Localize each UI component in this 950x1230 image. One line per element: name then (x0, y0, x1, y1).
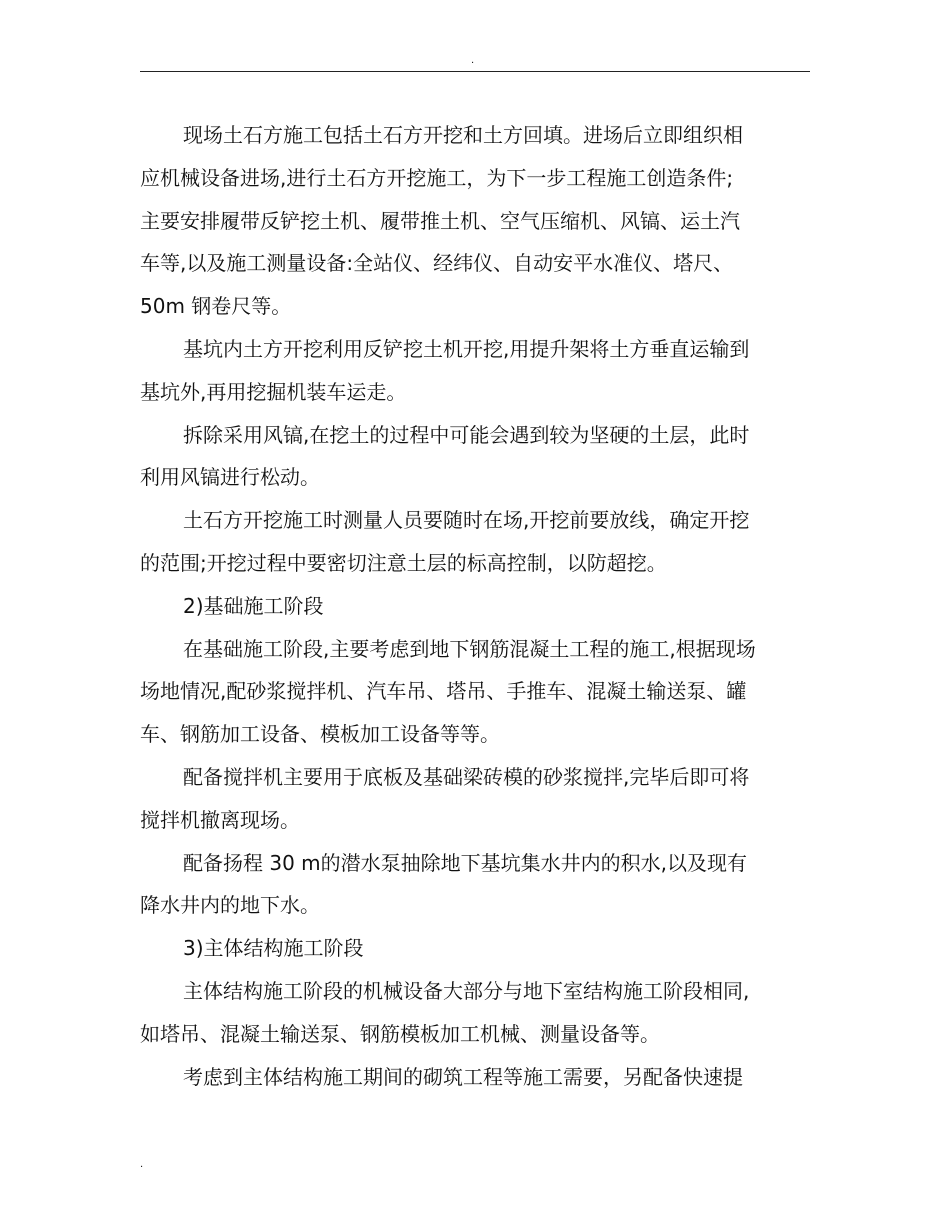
document-body (140, 114, 830, 1098)
paragraph-line: 基坑外,再用挖掘机装车运走。 (140, 379, 407, 404)
paragraph-line: 土石方开挖施工时测量人员要随时在场,开挖前要放线，确定开挖 (183, 508, 750, 533)
paragraph-line: 应机械设备进场,进行土石方开挖施工，为下一步工程施工创造条件; (140, 165, 734, 190)
paragraph-line: 的范围;开挖过程中要密切注意土层的标高控制，以防超挖。 (140, 550, 667, 575)
section-heading: 3)主体结构施工阶段 (183, 936, 364, 961)
paragraph-line: 降水井内的地下水。 (140, 893, 320, 918)
paragraph-line: 现场土石方施工包括土石方开挖和土方回填。进场后立即组织相 (183, 123, 743, 147)
paragraph-line: 基坑内土方开挖利用反铲挖土机开挖,用提升架将土方垂直运输到 (183, 336, 750, 361)
paragraph-line: 配备扬程 30 m的潜水泵抽除地下基坑集水井内的积水,以及现有 (183, 850, 748, 875)
paragraph-line: 配备搅拌机主要用于底板及基础梁砖模的砂浆搅拌,完毕后即可将 (183, 764, 750, 789)
paragraph-line: 主体结构施工阶段的机械设备大部分与地下室结构施工阶段相同, (183, 978, 750, 1003)
paragraph-line: 拆除采用风镐,在挖土的过程中可能会遇到较为坚硬的土层，此时 (183, 422, 750, 447)
paragraph-line: 利用风镐进行松动。 (140, 465, 320, 490)
paragraph-line: 在基础施工阶段,主要考虑到地下钢筋混凝土工程的施工,根据现场 (183, 636, 756, 661)
paragraph-line: 搅拌机撤离现场。 (140, 807, 300, 832)
paragraph-line: 如塔吊、混凝土输送泵、钢筋模板加工机械、测量设备等。 (140, 1021, 660, 1046)
paragraph-line: 车等,以及施工测量设备:全站仪、经纬仪、自动安平水准仪、塔尺、 (140, 251, 734, 276)
footer-mark: . (140, 1159, 144, 1170)
header-mark: . (471, 55, 475, 66)
header-rule (140, 71, 810, 72)
paragraph-line: 车、钢筋加工设备、模板加工设备等等。 (140, 722, 500, 747)
paragraph-line: 考虑到主体结构施工期间的砌筑工程等施工需要，另配备快速提 (183, 1064, 743, 1089)
section-heading: 2)基础施工阶段 (183, 593, 324, 618)
paragraph-line: 50m 钢卷尺等。 (140, 294, 292, 319)
paragraph-line: 主要安排履带反铲挖土机、履带推土机、空气压缩机、风镐、运土汽 (140, 208, 740, 233)
paragraph-line: 场地情况,配砂浆搅拌机、汽车吊、塔吊、手推车、混凝土输送泵、罐 (140, 679, 747, 704)
